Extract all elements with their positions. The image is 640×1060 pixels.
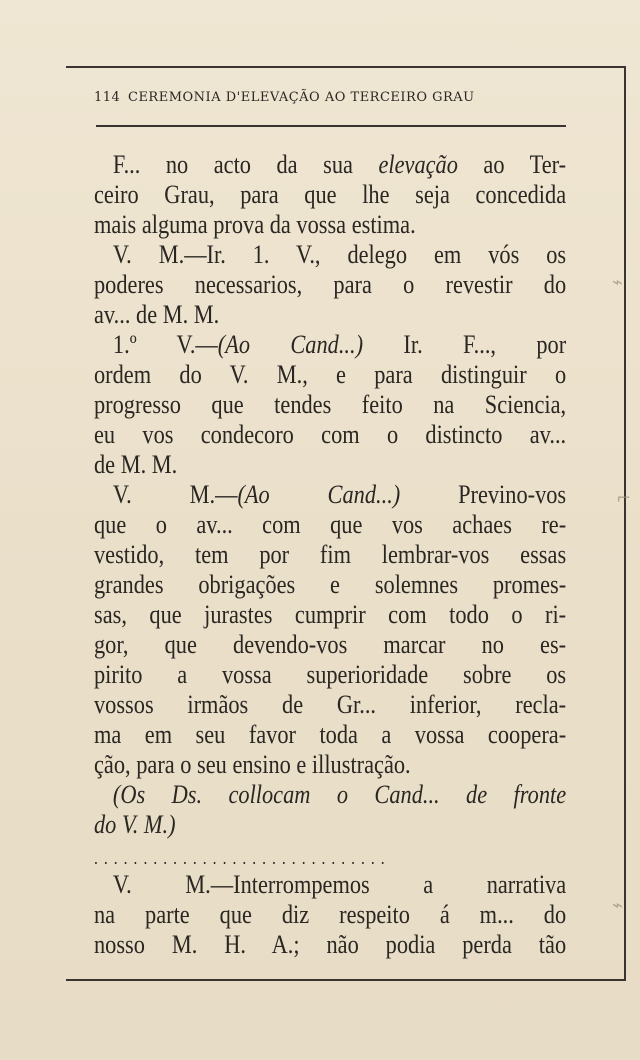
bleed-through-mark: ⌐ (616, 488, 632, 509)
text-line: ção, para o seu ensino e illustração. (94, 750, 411, 779)
stage-direction-line: do V. M.) (94, 810, 176, 839)
text-line: de M. M. (94, 450, 178, 479)
text-line: nosso M. H. A.; não podia perda tão (94, 930, 567, 959)
text-line: ceiro Grau, para que lhe seja concedida (94, 180, 567, 209)
text-line: poderes necessarios, para o revestir do (94, 270, 567, 299)
bleed-through-mark: ⌁ (612, 272, 623, 293)
bleed-through-mark: ⌁ (612, 895, 623, 916)
body-text (94, 150, 567, 960)
text-line: 1.º V.—(Ao Cand...) Ir. F..., por (112, 330, 567, 359)
header-rule (96, 125, 566, 127)
text-line: sas, que jurastes cumprir com todo o ri- (94, 600, 567, 629)
text-line: gor, que devendo-vos marcar no es- (94, 630, 567, 659)
frame-bottom-line (66, 979, 626, 981)
text-line: na parte que diz respeito á m... do (94, 900, 567, 929)
stage-direction-line: (Os Ds. collocam o Cand... de fronte (112, 780, 567, 809)
text-line: vossos irmãos de Gr... inferior, recla- (94, 690, 567, 719)
text-line: pirito a vossa superioridade sobre os (94, 660, 567, 689)
text-line: V. M.—Interrompemos a narrativa (112, 870, 567, 899)
text-line: F... no acto da sua elevação ao Ter- (112, 150, 567, 179)
text-line: av... de M. M. (94, 300, 220, 329)
text-line: V. M.—Ir. 1. V., delego em vós os (112, 240, 567, 269)
running-header (94, 90, 574, 112)
text-line: grandes obrigações e solemnes promes- (94, 570, 567, 599)
text-line: ordem do V. M., e para distinguir o (94, 360, 567, 389)
text-line: que o av... com que vos achaes re- (94, 510, 567, 539)
text-line: ma em seu favor toda a vossa coopera- (94, 720, 567, 749)
text-line: mais alguma prova da vossa estima. (94, 210, 416, 239)
page-number: 114 (94, 90, 121, 105)
text-line: vestido, tem por fim lembrar-vos essas (94, 540, 567, 569)
frame-right-line (624, 66, 626, 981)
text-line: progresso que tendes feito na Sciencia, (94, 390, 567, 419)
dotted-separator: .............................. (94, 848, 391, 868)
running-title: CEREMONIA D'ELEVAÇÃO AO TERCEIRO GRAU (128, 90, 475, 105)
text-line: eu vos condecoro com o distincto av... (94, 420, 567, 449)
frame-top-line (66, 66, 626, 68)
text-line: V. M.—(Ao Cand...) Previno-vos (112, 480, 567, 509)
